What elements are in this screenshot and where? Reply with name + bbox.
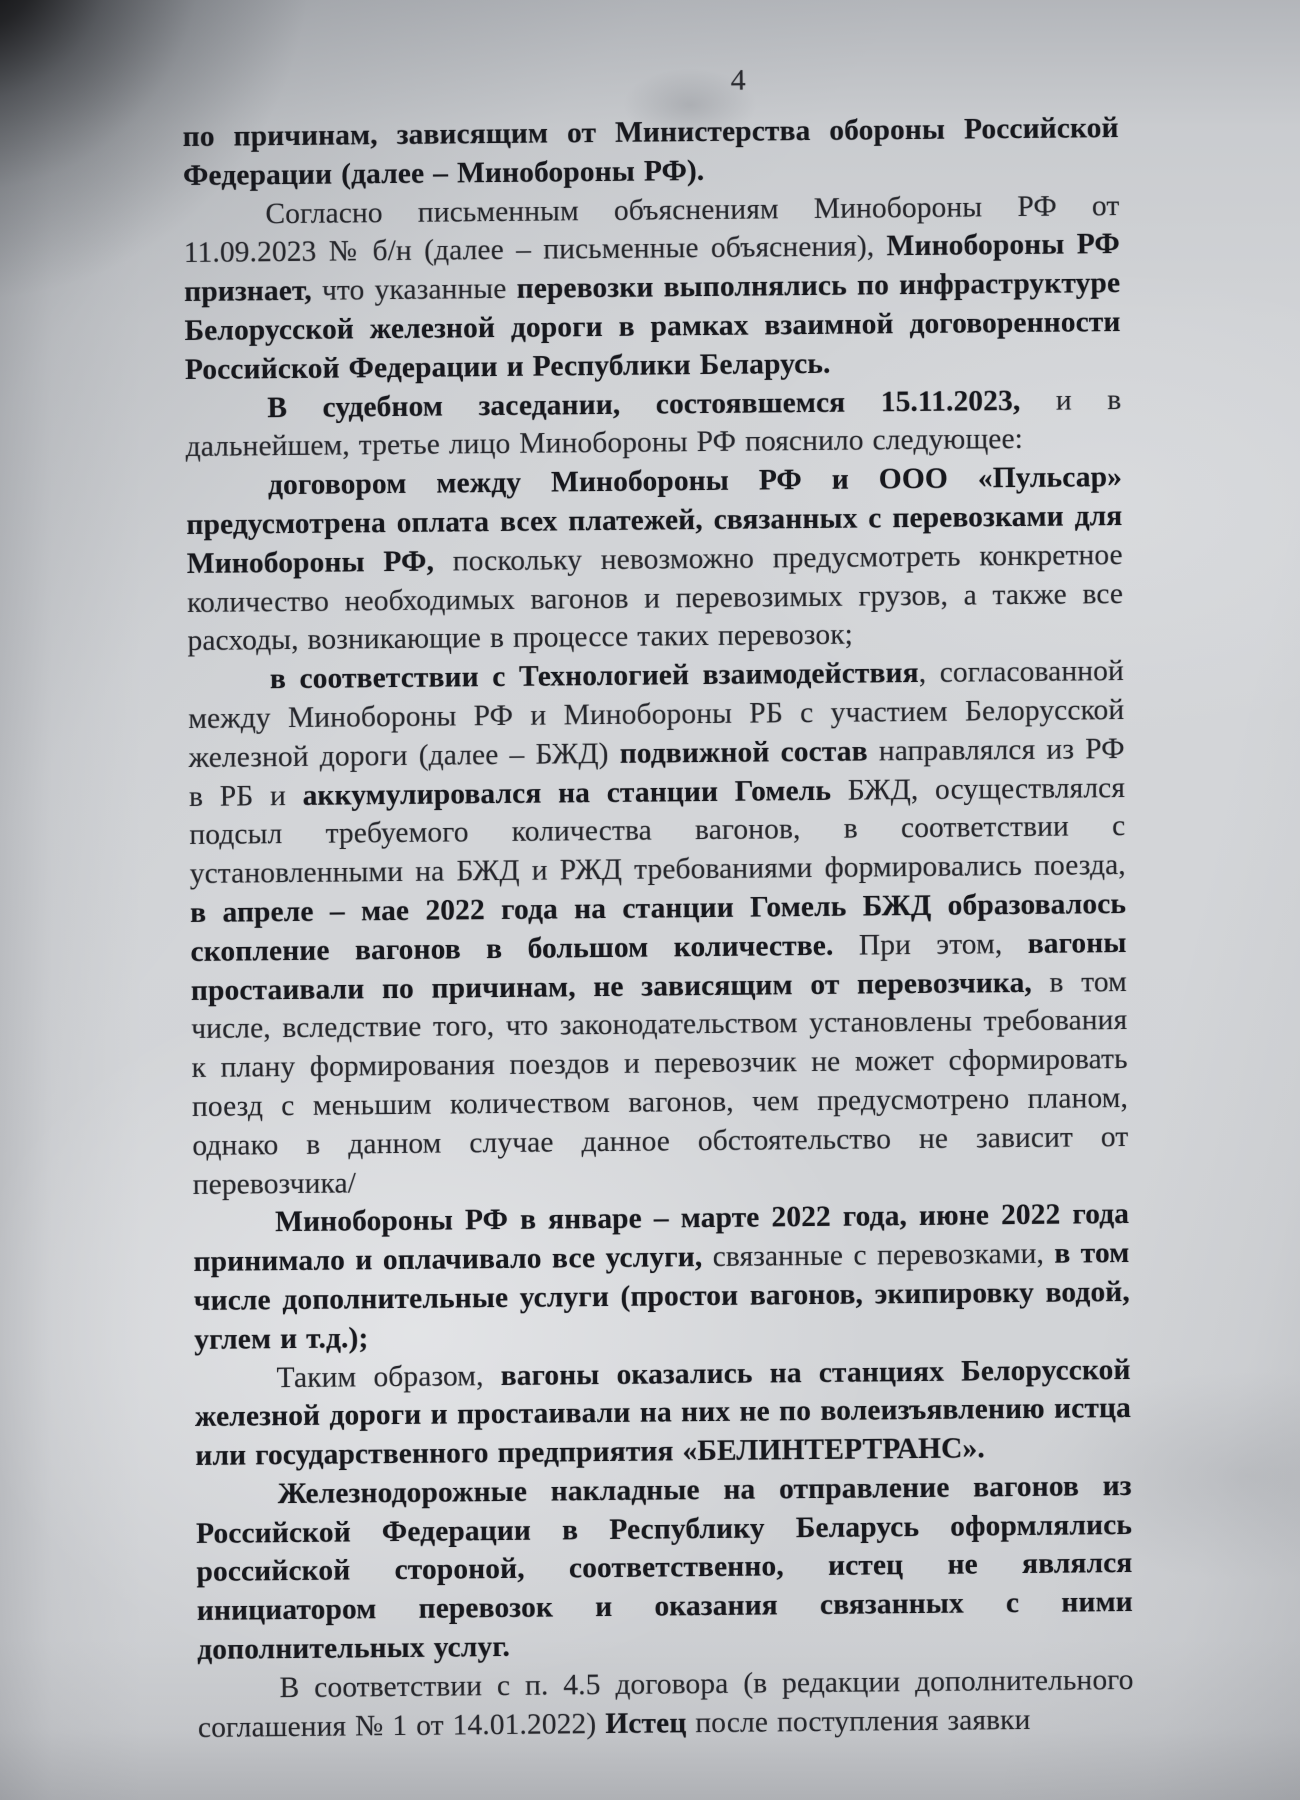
bold-text-run: Минобороны РФ в январе – марте 2022 года, июне 2022 года принимало и оплачивало все услуги,	[193, 1198, 1130, 1279]
paragraph	[182, 109, 1119, 196]
text-run: Таким образом,	[276, 1359, 501, 1394]
bold-text-run: Железнодорожные накладные на отправление вагонов из Российской Федерации в Республику Беларусь оформлялись российской стороной, соответственно, истец не являлся инициатором перевозок и оказания связанных с ними дополнительных услуг.	[195, 1469, 1133, 1667]
text-run: направлялся из РФ в РБ и	[188, 732, 1125, 813]
paragraph	[188, 652, 1129, 1204]
text-run: связанные с перевозками,	[712, 1237, 1055, 1274]
bold-text-run: по причинам, зависящим от Министерства обороны Российской Федерации (далее – Минобороны РФ).	[182, 112, 1119, 192]
paragraph	[193, 1195, 1130, 1359]
text-run: что указанные	[321, 272, 517, 307]
bold-text-run: в том числе дополнительные услуги (простои вагонов, экипировку водой, углем и т.д.);	[193, 1237, 1130, 1356]
paragraph	[185, 381, 1122, 468]
bold-text-run: подвижной состав	[619, 735, 879, 770]
paragraph	[194, 1350, 1131, 1475]
text-run: БЖД, осуществлялся подсыл требуемого количества вагонов, в соответствии с установленными на БЖД и РЖД требованиями формировались поезда,	[189, 771, 1126, 891]
bold-text-run: аккумулировался на станции Гомель	[302, 774, 848, 812]
bold-text-run: договором между Минобороны РФ и ООО «Пульсар» предусмотрена оплата всех платежей, связанных с перевозками для Минобороны РФ,	[186, 461, 1123, 580]
bold-text-run: в соответствии с Технологией взаимодействия	[269, 657, 919, 696]
text-run: Согласно письменным объяснениям Минобороны РФ от 11.09.2023 № б/н (далее – письменные объяснения),	[183, 189, 1120, 270]
paragraph	[183, 187, 1121, 390]
paragraph	[186, 458, 1124, 661]
bold-text-run: вагоны простаивали по причинам, не зависящим от перевозчика,	[190, 926, 1127, 1007]
text-run: В соответствии с п. 4.5 договора (в редакции дополнительного соглашения № 1 от 14.01.2022)	[197, 1663, 1134, 1744]
page-content	[182, 57, 1134, 1747]
text-run: При этом,	[858, 927, 1028, 962]
page-number: 4	[730, 63, 746, 97]
bold-text-run: перевозки выполнялись по инфраструктуре Белорусской железной дороги в рамках взаимной договоренности Российской Федерации и Республики Беларусь.	[184, 267, 1121, 386]
paragraph	[197, 1661, 1134, 1748]
text-run: поскольку невозможно предусмотреть конкретное количество необходимых вагонов и перевозимых грузов, а также все расходы, возникающие в процессе таких перевозок;	[186, 538, 1124, 658]
bold-text-run: Минобороны РФ признает,	[184, 228, 1120, 309]
bold-text-run: В судебном заседании, состоявшемся 15.11.2023,	[267, 384, 1056, 424]
text-run: после поступления заявки	[695, 1703, 1031, 1739]
text-run: и в дальнейшем, третье лицо Минобороны РФ пояснило следующее:	[185, 383, 1122, 464]
document-body	[182, 109, 1134, 1747]
bold-text-run: вагоны оказались на станциях Белорусской железной дороги и простаивали на них не по волеизъявлению истца или государственного предприятия «БЕЛИНТЕРТРАНС».	[194, 1353, 1132, 1473]
paragraph	[196, 1467, 1134, 1670]
text-run: , согласованной между Минобороны РФ и Минобороны РБ с участием Белорусской железной дороги (далее – БЖД)	[188, 655, 1125, 774]
text-run: в том числе, вследствие того, что законодательством установлены требования к плану формирования поездов и перевозчик не может сформировать поезд с меньшим количеством вагонов, чем предусмотрено планом, однако в данном случае данное обстоятельство не зависит от перевозчика/	[191, 965, 1129, 1201]
bold-text-run: Истец	[605, 1706, 696, 1740]
bold-text-run: в апреле – мае 2022 года на станции Гомель БЖД образовалось скопление вагонов в большом количестве.	[189, 887, 1127, 968]
